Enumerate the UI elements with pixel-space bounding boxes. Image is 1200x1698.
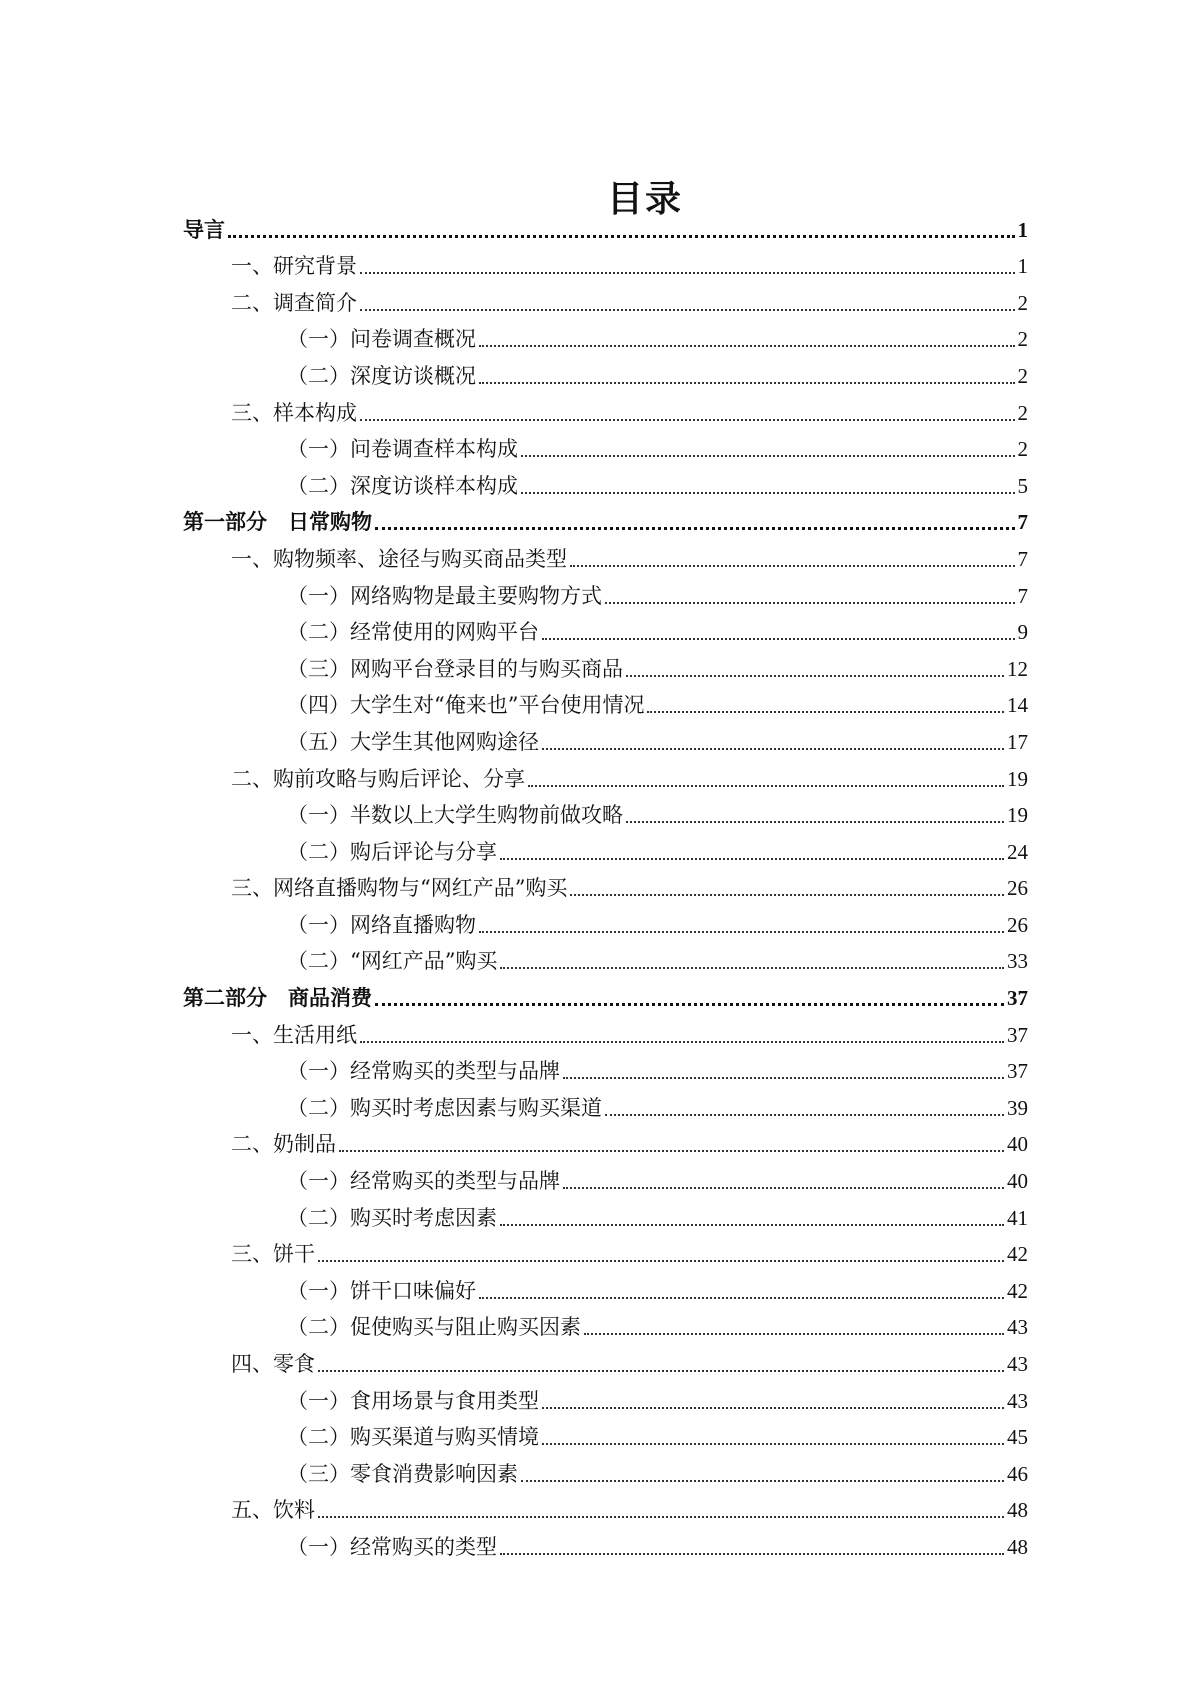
table-of-contents — [183, 210, 1028, 1564]
toc-entry[interactable] — [183, 1308, 1028, 1345]
toc-page-number: 33 — [1007, 949, 1028, 974]
toc-dot-leader — [626, 675, 1004, 677]
toc-entry[interactable] — [183, 1454, 1028, 1491]
toc-page-number: 37 — [1007, 986, 1028, 1011]
toc-page-number: 19 — [1007, 766, 1028, 791]
toc-entry-label: （二）经常使用的网购平台 — [287, 620, 539, 645]
toc-page-number: 2 — [1017, 400, 1028, 425]
toc-page-number: 45 — [1007, 1425, 1028, 1450]
toc-page-number: 5 — [1017, 473, 1028, 498]
toc-dot-leader — [521, 1480, 1004, 1482]
toc-dot-leader — [318, 1260, 1004, 1262]
toc-dot-leader — [605, 602, 1015, 604]
toc-entry-label: 一、购物频率、途径与购买商品类型 — [231, 546, 567, 571]
toc-entry[interactable] — [183, 1418, 1028, 1455]
toc-dot-leader — [584, 1333, 1004, 1335]
toc-dot-leader — [570, 894, 1004, 896]
toc-entry[interactable] — [183, 1015, 1028, 1052]
toc-entry[interactable] — [183, 320, 1028, 357]
toc-entry-label: （二）促使购买与阻止购买因素 — [287, 1315, 581, 1340]
toc-dot-leader — [339, 1150, 1004, 1152]
toc-entry-label: （二）购买渠道与购买情境 — [287, 1425, 539, 1450]
toc-dot-leader — [500, 1224, 1004, 1226]
toc-page-number: 1 — [1017, 254, 1028, 279]
toc-dot-leader — [479, 382, 1015, 384]
toc-page-number: 19 — [1007, 803, 1028, 828]
toc-entry[interactable] — [183, 356, 1028, 393]
page-title: 目录 — [606, 179, 683, 221]
toc-entry-label: （一）问卷调查概况 — [287, 327, 476, 352]
toc-entry[interactable] — [183, 832, 1028, 869]
toc-entry-label: 导言 — [183, 217, 225, 242]
toc-page-number: 14 — [1007, 693, 1028, 718]
toc-page-number: 17 — [1007, 729, 1028, 754]
toc-page-number: 37 — [1007, 1022, 1028, 1047]
toc-dot-leader — [375, 527, 1015, 530]
toc-entry[interactable] — [183, 722, 1028, 759]
toc-dot-leader — [528, 785, 1004, 787]
toc-page-number: 43 — [1007, 1315, 1028, 1340]
toc-entry[interactable] — [183, 1381, 1028, 1418]
toc-page-number: 43 — [1007, 1352, 1028, 1376]
toc-dot-leader — [360, 309, 1015, 311]
toc-entry[interactable] — [183, 430, 1028, 467]
toc-page-number: 42 — [1007, 1278, 1028, 1303]
toc-page-number: 41 — [1007, 1205, 1028, 1230]
toc-entry[interactable] — [183, 466, 1028, 503]
toc-page-number: 2 — [1017, 363, 1028, 388]
toc-page-number: 2 — [1017, 437, 1028, 462]
toc-entry-label: 一、生活用纸 — [231, 1022, 357, 1047]
toc-page-number: 26 — [1007, 876, 1028, 901]
toc-entry[interactable] — [183, 686, 1028, 723]
toc-entry-label: （一）问卷调查样本构成 — [287, 437, 518, 462]
toc-entry-label: （一）经常购买的类型与品牌 — [287, 1169, 560, 1194]
toc-entry-label: （一）饼干口味偏好 — [287, 1278, 476, 1303]
toc-page-number: 9 — [1017, 620, 1028, 645]
toc-entry[interactable] — [183, 1235, 1028, 1272]
toc-entry[interactable] — [183, 1344, 1028, 1381]
toc-entry[interactable] — [183, 942, 1028, 979]
toc-dot-leader — [500, 1553, 1004, 1555]
toc-entry-label: （二）购买时考虑因素 — [287, 1205, 497, 1230]
toc-entry-label: 三、样本构成 — [231, 400, 357, 425]
toc-entry[interactable] — [183, 1052, 1028, 1089]
toc-page-number: 2 — [1017, 290, 1028, 315]
toc-page-number: 12 — [1007, 656, 1028, 681]
toc-entry-label: 第二部分 商品消费 — [183, 986, 372, 1011]
toc-entry-label: （一）经常购买的类型 — [287, 1534, 497, 1559]
toc-dot-leader — [626, 821, 1004, 823]
toc-entry-label: （二）深度访谈样本构成 — [287, 473, 518, 498]
toc-dot-leader — [521, 455, 1015, 457]
toc-dot-leader — [318, 1370, 1004, 1372]
toc-entry-label: 五、饮料 — [231, 1498, 315, 1523]
toc-entry-label: 二、购前攻略与购后评论、分享 — [231, 766, 525, 791]
toc-entry[interactable] — [183, 759, 1028, 796]
toc-entry[interactable] — [183, 283, 1028, 320]
toc-entry-label: （二）购后评论与分享 — [287, 839, 497, 864]
toc-page-number: 48 — [1007, 1534, 1028, 1559]
toc-page-number: 40 — [1007, 1169, 1028, 1194]
toc-entry-label: 三、饼干 — [231, 1242, 315, 1267]
toc-page-number: 7 — [1017, 510, 1028, 535]
toc-entry[interactable] — [183, 247, 1028, 284]
toc-entry[interactable] — [183, 869, 1028, 906]
toc-entry-label: （三）零食消费影响因素 — [287, 1461, 518, 1486]
toc-dot-leader — [542, 1407, 1004, 1409]
toc-dot-leader — [360, 272, 1015, 274]
toc-dot-leader — [500, 967, 1004, 969]
toc-entry-label: （一）网络购物是最主要购物方式 — [287, 583, 602, 608]
toc-dot-leader — [360, 419, 1015, 421]
toc-dot-leader — [318, 1516, 1004, 1518]
toc-entry-label: 二、调查简介 — [231, 290, 357, 315]
toc-page-number: 39 — [1007, 1095, 1028, 1120]
toc-entry[interactable] — [183, 1271, 1028, 1308]
toc-entry[interactable] — [183, 978, 1028, 1015]
toc-entry-label: 第一部分 日常购物 — [183, 510, 372, 535]
toc-entry-label: （一）网络直播购物 — [287, 912, 476, 937]
toc-entry[interactable] — [183, 503, 1028, 540]
toc-entry-label: （四）大学生对“俺来也”平台使用情况 — [287, 693, 645, 718]
toc-dot-leader — [605, 1114, 1004, 1116]
toc-entry[interactable] — [183, 1527, 1028, 1564]
toc-entry-label: 四、零食 — [231, 1352, 315, 1376]
toc-entry-label: 一、研究背景 — [231, 254, 357, 279]
toc-entry-label: （二）购买时考虑因素与购买渠道 — [287, 1095, 602, 1120]
toc-entry[interactable] — [183, 905, 1028, 942]
toc-entry[interactable] — [183, 539, 1028, 576]
toc-page-number: 24 — [1007, 839, 1028, 864]
toc-entry-label: 三、网络直播购物与“网红产品”购买 — [231, 876, 568, 901]
toc-dot-leader — [563, 1187, 1004, 1189]
toc-dot-leader — [360, 1041, 1004, 1043]
toc-dot-leader — [479, 1297, 1004, 1299]
toc-page-number: 7 — [1017, 546, 1028, 571]
toc-dot-leader — [570, 565, 1015, 567]
toc-dot-leader — [479, 345, 1015, 347]
toc-entry[interactable] — [183, 613, 1028, 650]
toc-entry[interactable] — [183, 210, 1028, 247]
toc-entry[interactable] — [183, 1088, 1028, 1125]
toc-entry[interactable] — [183, 649, 1028, 686]
toc-entry[interactable] — [183, 1125, 1028, 1162]
toc-entry-label: （五）大学生其他网购途径 — [287, 729, 539, 754]
toc-entry-label: （二）“网红产品”购买 — [287, 949, 498, 974]
toc-dot-leader — [521, 492, 1015, 494]
toc-dot-leader — [563, 1077, 1004, 1079]
toc-page-number: 37 — [1007, 1059, 1028, 1084]
toc-dot-leader — [647, 711, 1004, 713]
toc-entry-label: （一）食用场景与食用类型 — [287, 1388, 539, 1413]
toc-dot-leader — [542, 638, 1015, 640]
toc-page-number: 46 — [1007, 1461, 1028, 1486]
toc-page-number: 42 — [1007, 1242, 1028, 1267]
toc-dot-leader — [375, 1003, 1004, 1006]
toc-entry[interactable] — [183, 1198, 1028, 1235]
toc-dot-leader — [500, 858, 1004, 860]
toc-page-number: 43 — [1007, 1388, 1028, 1413]
toc-entry[interactable] — [183, 1161, 1028, 1198]
toc-page-number: 7 — [1017, 583, 1028, 608]
toc-page-number: 1 — [1017, 217, 1028, 242]
toc-entry[interactable] — [183, 576, 1028, 613]
toc-entry[interactable] — [183, 1491, 1028, 1528]
toc-page-number: 26 — [1007, 912, 1028, 937]
toc-entry-label: 二、奶制品 — [231, 1132, 336, 1157]
toc-dot-leader — [228, 235, 1015, 238]
toc-page-number: 40 — [1007, 1132, 1028, 1157]
toc-entry[interactable] — [183, 393, 1028, 430]
toc-entry-label: （三）网购平台登录目的与购买商品 — [287, 656, 623, 681]
toc-entry[interactable] — [183, 796, 1028, 833]
toc-dot-leader — [542, 1443, 1004, 1445]
toc-entry-label: （一）经常购买的类型与品牌 — [287, 1059, 560, 1084]
toc-dot-leader — [542, 748, 1004, 750]
toc-entry-label: （二）深度访谈概况 — [287, 363, 476, 388]
toc-page-number: 48 — [1007, 1498, 1028, 1523]
toc-dot-leader — [479, 931, 1004, 933]
toc-entry-label: （一）半数以上大学生购物前做攻略 — [287, 803, 623, 828]
toc-page-number: 2 — [1017, 327, 1028, 352]
